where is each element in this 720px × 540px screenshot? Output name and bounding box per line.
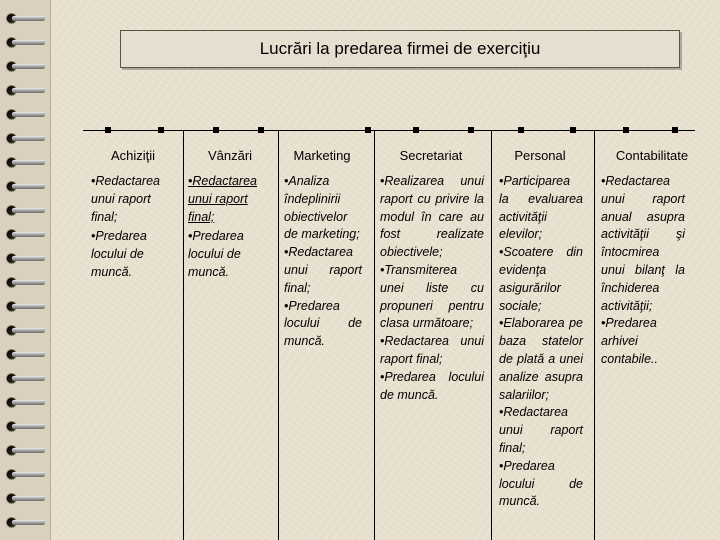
list-item xyxy=(284,173,362,244)
column-header: Contabilitate xyxy=(615,148,689,163)
column-body xyxy=(599,173,685,369)
item-text: •Scoatere din evidenţa asigurărilor sociale; xyxy=(499,245,583,313)
binding-ring xyxy=(7,350,45,360)
list-item xyxy=(284,244,362,297)
binding-ring xyxy=(7,422,45,432)
item-text: •Elaborarea pe baza statelor de plată a unei analize asupra salariilor; xyxy=(499,316,583,402)
binding-ring xyxy=(7,446,45,456)
item-text: •Realizarea unui raport cu privire la modul în care au fost realizate obiectivele; xyxy=(380,174,484,260)
list-item xyxy=(499,173,583,244)
column-header: Secretariat xyxy=(399,148,463,163)
binding-ring xyxy=(7,326,45,336)
item-text: •Redactarea unui raport anual asupra activităţii şi întocmirea unui bilanţ la închiderea activităţii; xyxy=(601,174,685,313)
slide-title xyxy=(120,30,680,68)
list-item xyxy=(284,298,362,351)
list-item xyxy=(380,369,484,405)
list-item xyxy=(499,458,583,511)
binding-ring xyxy=(7,62,45,72)
item-text: •Redactarea unui raport final; xyxy=(380,334,484,366)
item-text: •Redactarea unui raport final; xyxy=(499,405,583,455)
binding-ring xyxy=(7,158,45,168)
column-separator xyxy=(374,130,375,540)
binding-ring xyxy=(7,110,45,120)
list-item xyxy=(188,228,274,281)
list-item xyxy=(601,315,685,368)
binding-ring xyxy=(7,230,45,240)
column-achizitii xyxy=(86,130,180,540)
column-separator xyxy=(491,130,492,540)
item-text: •Participarea la evaluarea activităţii elevilor; xyxy=(499,174,583,242)
column-header: Personal xyxy=(514,148,566,163)
item-text: •Redactarea unui raport final; xyxy=(284,245,362,295)
slide-title-text: Lucrări la predarea firmei de exerciţiu xyxy=(259,39,541,58)
column-contabilitate xyxy=(599,130,689,540)
column-body xyxy=(497,173,583,511)
binding-ring xyxy=(7,254,45,264)
binding-ring xyxy=(7,14,45,24)
binding-ring xyxy=(7,38,45,48)
list-item xyxy=(499,244,583,315)
item-text: •Transmiterea unei liste cu propuneri pentru clasa următoare; xyxy=(380,262,484,331)
notebook-binding xyxy=(0,0,51,540)
column-personal xyxy=(497,130,583,540)
binding-ring xyxy=(7,398,45,408)
item-text: •Predarea locului de muncă. xyxy=(91,229,147,279)
list-item xyxy=(499,404,583,457)
list-item xyxy=(380,333,484,369)
column-separator xyxy=(278,130,279,540)
binding-ring xyxy=(7,494,45,504)
list-item xyxy=(380,262,484,333)
column-secretariat xyxy=(378,130,484,540)
item-text: •Predarea locului de muncă. xyxy=(380,369,484,402)
list-item xyxy=(188,173,274,226)
item-text: •Predarea locului de muncă. xyxy=(499,458,583,509)
list-item xyxy=(91,228,180,281)
grid-junction xyxy=(365,127,371,133)
binding-ring xyxy=(7,302,45,312)
column-body xyxy=(186,173,274,282)
item-text: •Redactarea unui raport final; xyxy=(188,174,258,224)
binding-ring xyxy=(7,134,45,144)
binding-ring xyxy=(7,206,45,216)
column-marketing xyxy=(282,130,362,540)
binding-ring xyxy=(7,278,45,288)
binding-ring xyxy=(7,518,45,528)
column-body xyxy=(282,173,362,351)
item-text: •Redactarea unui raport final; xyxy=(91,174,161,224)
item-text: •Predarea locului de muncă. xyxy=(284,298,362,349)
binding-ring xyxy=(7,374,45,384)
list-item xyxy=(380,173,484,262)
item-text: •Predarea arhivei contabile.. xyxy=(601,316,658,366)
binding-ring xyxy=(7,182,45,192)
list-item xyxy=(601,173,685,315)
column-header: Achiziţii xyxy=(110,148,156,163)
item-text: •Predarea locului de muncă. xyxy=(188,229,244,279)
column-header: Vânzări xyxy=(207,148,253,163)
list-item xyxy=(499,315,583,404)
column-header: Marketing xyxy=(293,148,351,163)
column-separator xyxy=(183,130,184,540)
list-item xyxy=(91,173,180,226)
column-vanzari xyxy=(186,130,274,540)
column-separator xyxy=(594,130,595,540)
column-body xyxy=(378,173,484,404)
column-body xyxy=(86,173,180,282)
binding-ring xyxy=(7,470,45,480)
binding-ring xyxy=(7,86,45,96)
item-text: •Analiza îndeplinirii obiectivelor de marketing; xyxy=(284,174,360,242)
